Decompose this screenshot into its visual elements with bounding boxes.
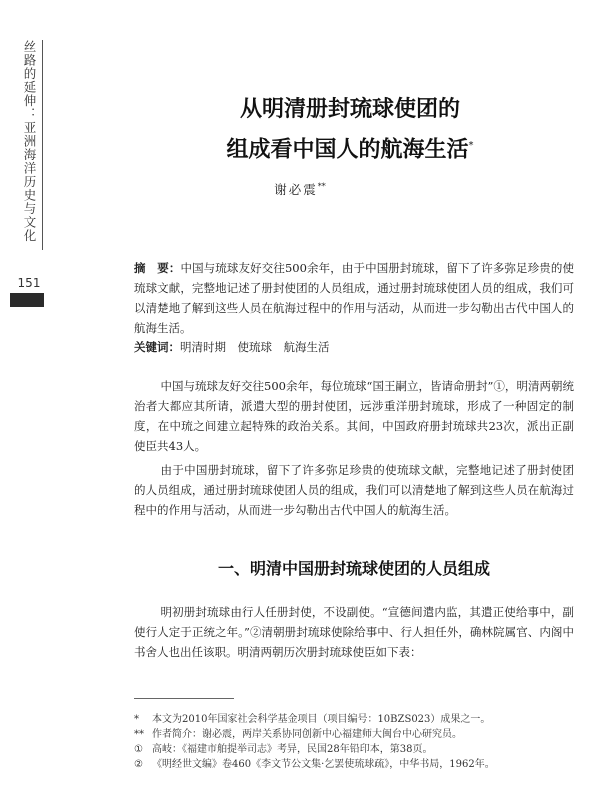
article-title xyxy=(150,92,550,168)
title-line-2-text: 组成看中国人的航海生活 xyxy=(226,137,469,163)
publisher-mark xyxy=(10,293,44,307)
abstract-label: 摘 要： xyxy=(134,261,181,275)
footnote-mark: ① xyxy=(134,744,143,755)
running-header: 丝路的延伸：亚洲海洋历史与文化 xyxy=(22,40,37,243)
footnote-text: 《明经世文编》卷460《李文节公文集·乞罢使琉球疏》，中华书局，1962年。 xyxy=(152,759,495,770)
abstract-text: 中国与琉球友好交往500余年，由于中国册封琉球，留下了许多弥足珍贵的使琉球文献，完整地记述了册封使团的人员组成，通过册封琉球使团人员的组成，我们可以清楚地了解到这些人员在航海过程中的作用与活动，从而进一步勾勒出古代中国人的航海生活。 xyxy=(134,261,574,335)
author-line xyxy=(0,180,600,198)
abstract xyxy=(134,258,574,338)
footnote-text: 本文为2010年国家社会科学基金项目（项目编号：10BZS023）成果之一。 xyxy=(152,714,491,725)
body-paragraph-2: 由于中国册封琉球，留下了许多弥足珍贵的使琉球文献，完整地记述了册封使团的人员组成，通过册封琉球使团人员的组成，我们可以清楚地了解到这些人员在航海过程中的作用与活动，从而进一步勾勒出古代中国人的航海生活。 xyxy=(134,463,574,517)
footnote-text: 高岐：《福建市舶提举司志》考异，民国28年铅印本，第38页。 xyxy=(152,744,433,755)
footnote xyxy=(134,742,584,757)
footnote-text: 作者简介：谢必震，两岸关系协同创新中心福建师大闽台中心研究员。 xyxy=(152,729,462,740)
keywords xyxy=(134,338,574,356)
running-header-divider xyxy=(42,40,43,250)
body-paragraph-1: 中国与琉球友好交往500余年，每位琉球“国王嗣立，皆请命册封”①，明清两朝统治者大都应其所请，派遣大型的册封使团，远涉重洋册封琉球，形成了一种固定的制度，在中琉之间建立起特殊的政治关系。其间，中国政府册封琉球共23次，派出正副使臣共43人。 xyxy=(134,379,574,453)
author-footnote-mark: ** xyxy=(317,181,326,191)
title-line-1: 从明清册封琉球使团的 xyxy=(239,97,460,122)
page-number: 151 xyxy=(17,276,41,290)
body-paragraph-3: 明初册封琉球由行人任册封使，不设副使。“宣德间遣内监，其遣正使给事中，副使行人定于正统之年。”②清朝册封琉球使除给事中、行人担任外，确林院属官、内阁中书舍人也出任该职。明清两朝历次册封琉球使臣如下表： xyxy=(134,605,574,659)
footnote xyxy=(134,712,584,727)
footnote-mark: * xyxy=(134,714,139,725)
footnote-mark: ** xyxy=(134,729,144,740)
title-line-2 xyxy=(150,128,550,168)
keywords-label: 关键词： xyxy=(134,340,180,354)
section-heading: 一、明清中国册封琉球使团的人员组成 xyxy=(217,559,490,578)
title-footnote-mark: * xyxy=(468,140,474,151)
footnote-rule xyxy=(134,698,234,699)
author-name: 谢必震 xyxy=(274,182,318,197)
footnote xyxy=(134,757,584,772)
footnote xyxy=(134,727,584,742)
footnote-mark: ② xyxy=(134,759,143,770)
keywords-text: 明清时期 使琉球 航海生活 xyxy=(180,340,330,354)
footnotes xyxy=(134,712,584,772)
